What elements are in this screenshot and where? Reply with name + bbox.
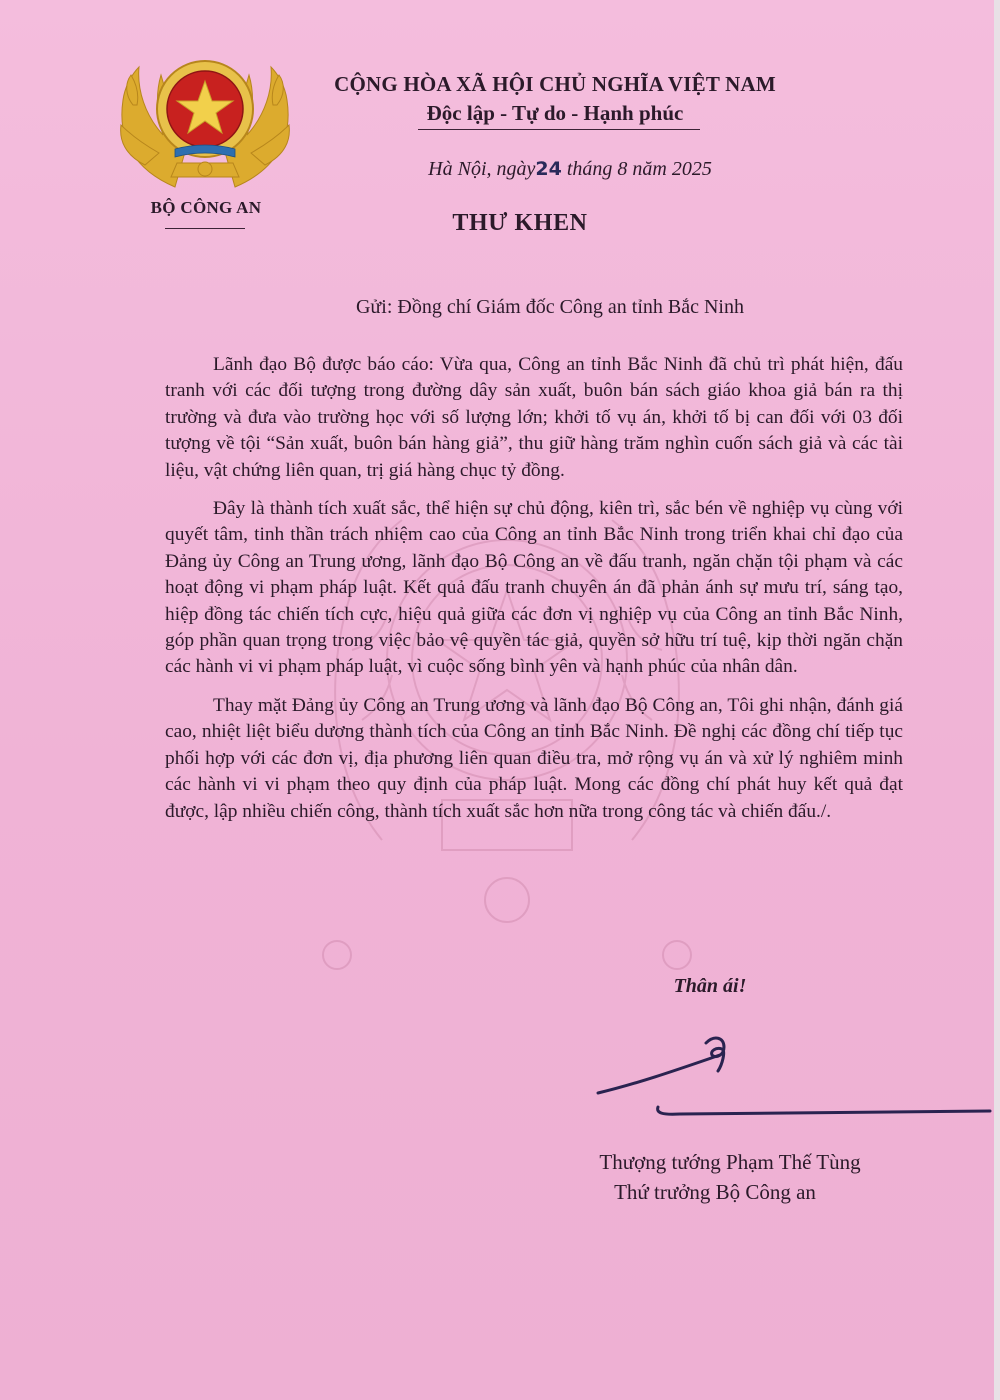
agency-underline <box>165 228 245 229</box>
recipient-line: Gửi: Đồng chí Giám đốc Công an tỉnh Bắc Ninh <box>355 296 744 318</box>
date-day: 24 <box>535 158 562 180</box>
agency-name: BỘ CÔNG AN <box>150 198 262 217</box>
date-prefix: Hà Nội, ngày <box>428 158 536 180</box>
body-paragraph: Lãnh đạo Bộ được báo cáo: Vừa qua, Công an tỉnh Bắc Ninh đã chủ trì phát hiện, đấu tranh với các đối tượng trong đường dây sản xuất, buôn bán sách giáo khoa giả bán ra thị trường và đưa vào trường học với số lượng lớn; khởi tố vụ án, khởi tố bị can đối với 03 đối tượng về tội “Sản xuất, buôn bán hàng giả”, thu giữ hàng trăm nghìn cuốn sách giả và các tài liệu, vật chứng liên quan, trị giá hàng chục tỷ đồng. <box>165 354 903 481</box>
signatory-name: Thượng tướng Phạm Thế Tùng <box>599 1150 861 1174</box>
police-emblem-icon <box>115 45 295 195</box>
signatory-position: Thứ trưởng Bộ Công an <box>614 1180 816 1204</box>
body-paragraph: Thay mặt Đảng ủy Công an Trung ương và lãnh đạo Bộ Công an, Tôi ghi nhận, đánh giá cao, nhiệt liệt biểu dương thành tích của Công an tỉnh Bắc Ninh. Đề nghị các đồng chí tiếp tục phối hợp với các đơn vị, địa phương liên quan điều tra, mở rộng vụ án và xử lý nghiêm minh các hành vi vi phạm theo quy định của pháp luật. Mong các đồng chí phát huy kết quả đạt được, lập nhiều chiến công, thành tích xuất sắc hơn nữa trong công tác và chiến đấu./. <box>165 694 903 822</box>
body-paragraph: Đây là thành tích xuất sắc, thể hiện sự chủ động, kiên trì, sắc bén về nghiệp vụ cùng với quyết tâm, tinh thần trách nhiệm cao của Công an tỉnh Bắc Ninh trong triển khai chỉ đạo của Đảng ủy Công an Trung ương, lãnh đạo Bộ Công an về đấu tranh, ngăn chặn tội phạm và các hoạt động vi phạm pháp luật. Kết quả đấu tranh chuyên án đã phản ánh sự mưu trí, sáng tạo, hiệp đồng tác chiến tích cực, hiệu quả giữa các đơn vị nghiệp vụ của Công an tỉnh Bắc Ninh, góp phần quan trọng trong việc bảo vệ quyền tác giả, quyền sở hữu trí tuệ, kịp thời ngăn chặn các hành vi vi phạm pháp luật, vì cuộc sống bình yên và hạnh phúc của nhân dân. <box>165 498 903 678</box>
motto-underline <box>418 129 700 130</box>
closing-salutation: Thân ái! <box>673 975 747 997</box>
date-line <box>300 158 840 181</box>
handwritten-signature <box>590 1025 1000 1125</box>
page-edge <box>994 0 1000 1400</box>
date-suffix: tháng 8 năm 2025 <box>561 158 712 180</box>
national-title: CỘNG HÒA XÃ HỘI CHỦ NGHĨA VIỆT NAM <box>334 72 776 96</box>
national-motto: Độc lập - Tự do - Hạnh phúc <box>426 101 684 125</box>
letter-title: THƯ KHEN <box>452 210 588 236</box>
letter-body <box>165 352 903 837</box>
